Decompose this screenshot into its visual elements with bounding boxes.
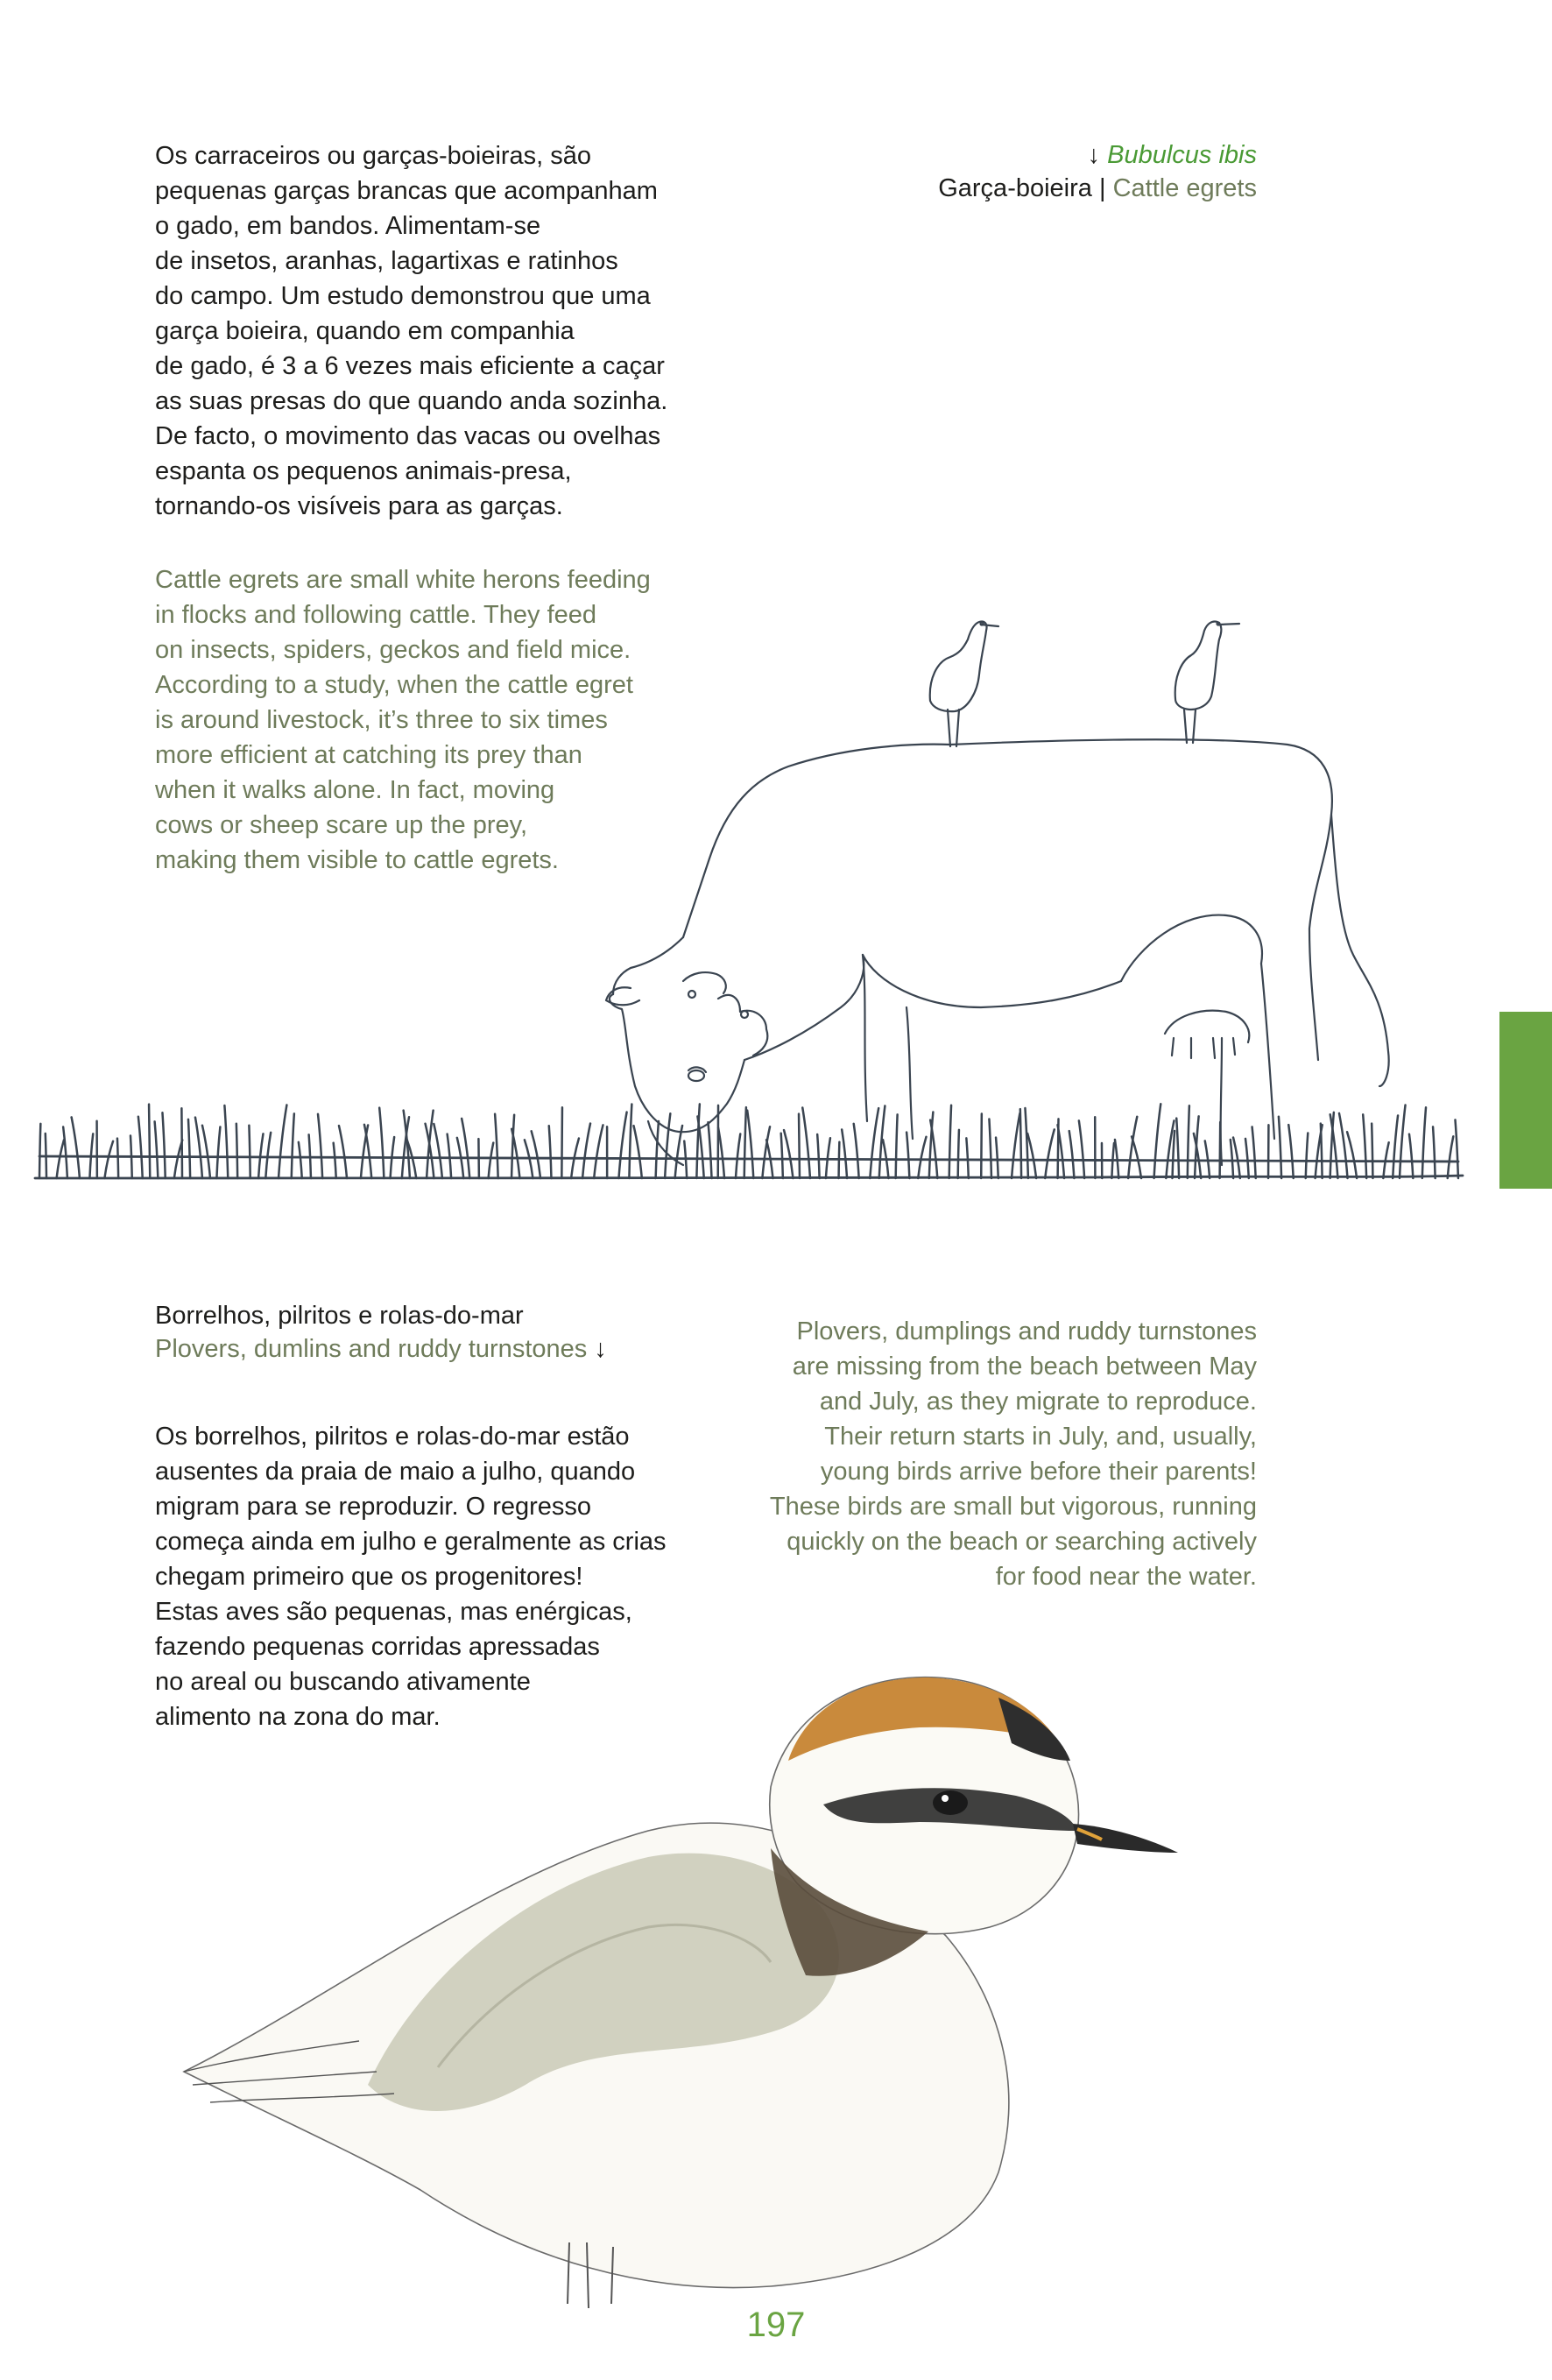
grass-blade [896,1114,898,1178]
grass-blade [744,1107,746,1178]
egret-drawing-right [1175,621,1239,743]
grass-blade [1176,1119,1179,1178]
grass-blade [249,1126,250,1178]
grass-blades [39,1104,1458,1178]
grass-blade [195,1118,202,1178]
grass-blade [318,1114,322,1178]
grass-blade [1245,1139,1249,1178]
grass-blade [1132,1136,1141,1178]
egret-drawing-left [930,621,998,746]
grass-blade [665,1113,670,1178]
down-arrow-icon: ↓ [594,1335,607,1363]
egret-text-pt: Os carraceiros ou garças-boieiras, são pequenas garças brancas que acompanham o gado, em bandos. Alimentam-se de insetos, aranhas, lagartixas e ratinhos do campo. Um estudo demonstrou que uma garça boieira, quando em companhia de gado, é 3 a 6 vezes mais eficiente a caçar as suas presas do que quando anda sozinha. De facto, o movimento das vacas ou ovelhas espanta os pequenos animais-presa, tornando-os visíveis para as garças. [155,142,668,520]
cow-drawing [606,739,1389,1165]
grass-blade [1025,1108,1027,1178]
grass-blade [39,1124,40,1178]
grass-blade [966,1138,968,1178]
grass-blade [1400,1105,1406,1178]
grass-blade [1363,1114,1366,1178]
grass-blade [155,1121,159,1178]
grass-blade [72,1117,80,1178]
grass-blade [594,1125,603,1178]
plover-illustration [158,1629,1209,2313]
grass-blade [1045,1129,1055,1178]
grass-blade [63,1127,67,1178]
grass-blade [292,1113,294,1178]
grass-blade [675,1126,682,1178]
grass-blade [718,1127,724,1178]
egret-text-en: Cattle egrets are small white herons feeding in flocks and following cattle. They feed on insects, spiders, geckos and field mice. According to a study, when the cattle egret is around livestock, it’s three to six times more efficient at catching its prey than when it walks alone. In fact, moving cows or sheep scare up the prey, making them visible to cattle egrets. [155,566,651,874]
grass-blade [629,1104,631,1178]
grass-blade [958,1130,959,1178]
grass-blade [656,1121,659,1178]
plover-text-pt: Os borrelhos, pilritos e rolas-do-mar estão ausentes da praia de maio a julho, quando migram para se reproduzir. O regresso começa ainda em julho e geralmente as crias chegam primeiro que os progenitores! Estas aves são pequenas, mas enérgicas, fazendo pequenas corridas apressadas no areal ou buscando ativamente alimento na zona do mar. [155,1423,667,1731]
grass-blade [634,1126,642,1178]
grass-blade [1252,1126,1256,1178]
grass-blade [1069,1131,1075,1178]
grass-blade [138,1117,143,1178]
grass-blade [1448,1136,1454,1178]
grass-blade [1220,1122,1221,1178]
plover-caption-en: Plovers, dumlins and ruddy turnstones [155,1335,588,1363]
grass-blade [489,1143,494,1178]
grass-blade [1339,1113,1348,1178]
grass-blade [1347,1132,1357,1178]
egret-caption-line-1 [938,138,1257,172]
grass-blade [279,1105,286,1178]
grass-blade [117,1139,118,1178]
grass-blade [57,1140,64,1178]
grass-blade [495,1114,498,1178]
grass-blade [1188,1105,1189,1178]
grass-blade [696,1104,699,1178]
grass-blade [1020,1109,1021,1178]
common-name-en: Cattle egrets [1112,174,1257,202]
grass-blade [1012,1113,1019,1178]
egret-caption [938,138,1257,205]
grass-blade [1306,1134,1309,1178]
plover-text-en: Plovers, dumplings and ruddy turnstones are missing from the beach between May and July, as they migrate to reproduce. Their return starts in July, and, usually, young birds arrive before their parents! These birds are small but vigorous, running quickly on the beach or searching actively for food near the water. [769,1317,1257,1591]
grass-blade [799,1114,800,1178]
grass-blade [188,1119,190,1178]
grass-blade [334,1143,336,1178]
grass-blade [1455,1119,1457,1178]
common-name-pt: Garça-boieira [938,174,1092,202]
grass-blade [1422,1107,1426,1178]
chapter-tab [1499,1012,1552,1189]
grass-blade [1154,1104,1161,1178]
grass-blade [1115,1140,1118,1178]
grass-blade [1433,1126,1436,1178]
grass-blade [448,1134,451,1178]
page-number: 197 [746,2306,806,2344]
grass-blade [1231,1140,1233,1178]
grass-blade [309,1134,311,1178]
grass-blade [781,1134,783,1178]
grass-blade [870,1108,878,1178]
grass-blade [918,1137,926,1178]
grass-blade [1173,1131,1175,1178]
grass-blade [747,1111,753,1178]
grass-blade [149,1105,150,1178]
grass-blade [224,1105,228,1178]
grass-blade [839,1142,840,1178]
grass-blade [1409,1134,1413,1178]
caption-separator: | [1098,174,1106,202]
grass-blade [131,1135,132,1178]
grass-blade [949,1105,951,1178]
grass-blade [1079,1120,1084,1178]
grass-blade [784,1130,793,1178]
grass-blade [854,1124,859,1178]
grass-blade [802,1107,810,1178]
grass-blade [339,1126,347,1178]
plover-caption [155,1299,607,1366]
grass-blade [162,1112,165,1178]
grass-blade [511,1115,514,1178]
grass-blade [561,1107,562,1178]
grass-blade [236,1124,237,1178]
grass-blade [104,1141,113,1178]
grass-blade [996,1138,998,1178]
grass-blade [364,1125,371,1178]
cow-egrets-illustration [0,596,1552,1209]
grass-blade [981,1114,982,1178]
grass-blade [299,1142,302,1178]
grass-blade [549,1126,552,1178]
grass-blade [1233,1138,1240,1178]
grass-blade [736,1134,740,1178]
grass-blade [181,1108,182,1178]
grass-blade [1288,1125,1293,1178]
egret-caption-line-2 [938,172,1257,205]
plover-caption-pt: Borrelhos, pilritos e rolas-do-mar [155,1302,524,1330]
grass-blade [1111,1143,1114,1178]
down-arrow-icon: ↓ [1087,141,1101,169]
scientific-name: Bubulcus ibis [1107,141,1257,169]
grass-blade [582,1124,590,1178]
grass-blade [1321,1124,1323,1178]
grass-blade [708,1122,711,1178]
grass-blade [379,1108,384,1178]
grass-blade [265,1133,271,1178]
grass-blade [842,1129,847,1178]
grass-blade [618,1112,626,1178]
grass-blade [216,1126,220,1178]
grass-blade [434,1124,442,1178]
grass-blade [817,1134,819,1178]
grass-blade [1279,1117,1281,1178]
grass-blade [1393,1115,1398,1178]
grass-blade [202,1126,210,1178]
grass-blade [989,1119,991,1178]
grass-blade [907,1133,909,1178]
